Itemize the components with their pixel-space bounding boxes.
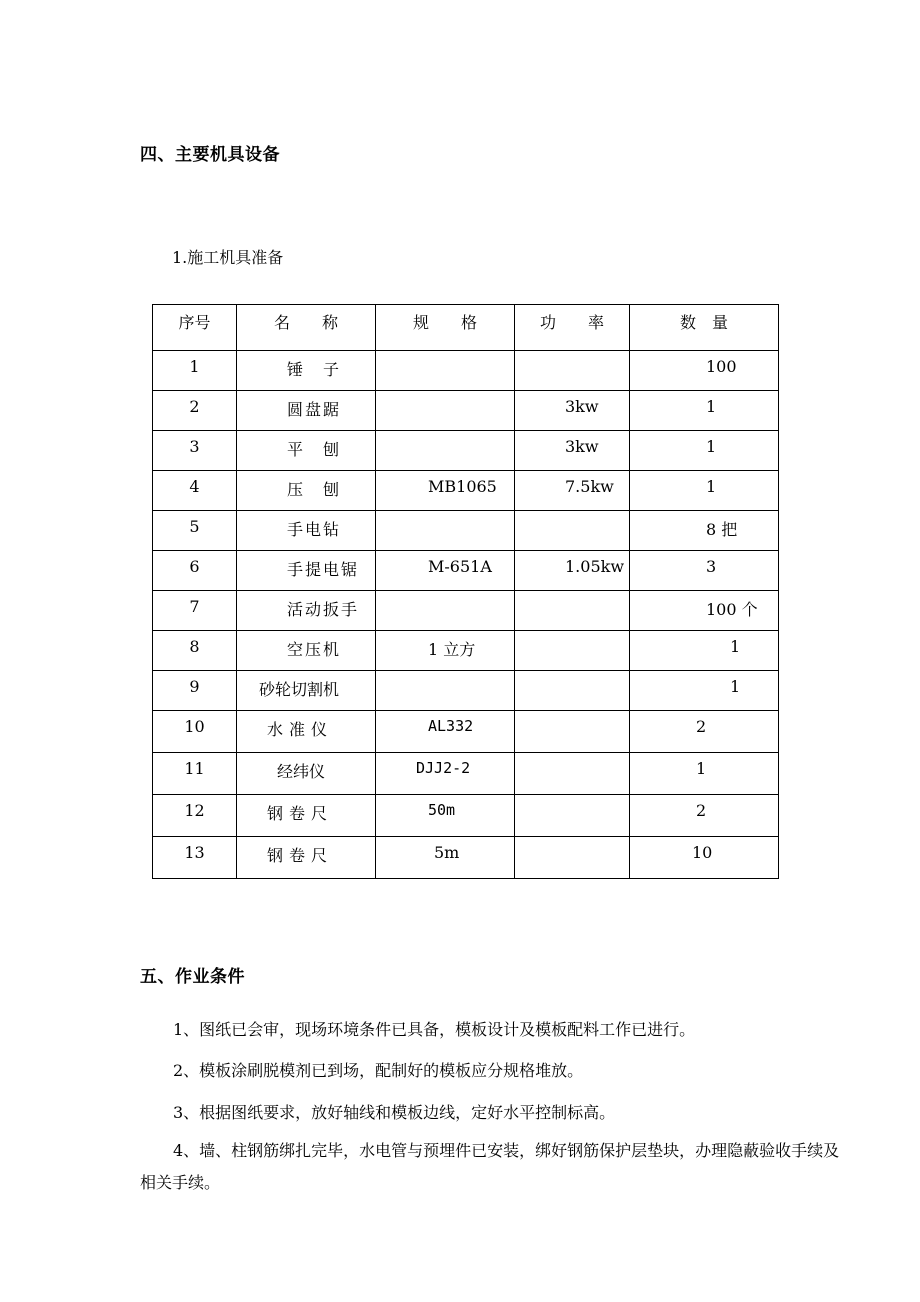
cell-index: 2: [153, 391, 237, 431]
condition-item-2: 2、模板涂刷脱模剂已到场，配制好的模板应分规格堆放。: [173, 1061, 584, 1080]
table-row: [153, 795, 779, 837]
cell-power: 3kw: [515, 431, 630, 471]
header-index: 序号: [153, 305, 237, 351]
table-row: [153, 711, 779, 753]
subsection-heading: 1.施工机具准备: [172, 248, 284, 267]
cell-name: 压 刨: [237, 471, 376, 511]
cell-power: 3kw: [515, 391, 630, 431]
cell-power: [515, 671, 630, 711]
cell-quantity: 1: [630, 631, 779, 671]
cell-name: 经纬仪: [237, 753, 376, 795]
cell-quantity: 2: [630, 711, 779, 753]
condition-item-4: 4、墙、柱钢筋绑扎完毕，水电管与预埋件已安装，绑好钢筋保护层垫块，办理隐蔽验收手续及相关手续。: [140, 1141, 840, 1192]
cell-index: 5: [153, 511, 237, 551]
cell-index: 8: [153, 631, 237, 671]
cell-power: [515, 795, 630, 837]
condition-item-3: 3、根据图纸要求，放好轴线和模板边线，定好水平控制标高。: [173, 1103, 616, 1122]
cell-quantity: 1: [630, 431, 779, 471]
cell-name: 水准仪: [237, 711, 376, 753]
cell-quantity: 2: [630, 795, 779, 837]
cell-index: 10: [153, 711, 237, 753]
cell-spec: [376, 671, 515, 711]
table-row: [153, 431, 779, 471]
cell-name: 手电钻: [237, 511, 376, 551]
cell-power: [515, 753, 630, 795]
cell-name: 手提电锯: [237, 551, 376, 591]
table-row: [153, 471, 779, 511]
cell-spec: [376, 591, 515, 631]
cell-index: 13: [153, 837, 237, 879]
table-row: [153, 551, 779, 591]
cell-quantity: 10: [630, 837, 779, 879]
cell-quantity: 100 个: [630, 591, 779, 631]
cell-power: [515, 351, 630, 391]
cell-power: [515, 631, 630, 671]
equipment-table: [152, 304, 779, 879]
cell-power: [515, 591, 630, 631]
table-row: [153, 591, 779, 631]
table-row: [153, 631, 779, 671]
cell-power: [515, 837, 630, 879]
cell-spec: M-651A: [376, 551, 515, 591]
cell-index: 11: [153, 753, 237, 795]
cell-name: 锤 子: [237, 351, 376, 391]
header-spec: 规 格: [376, 305, 515, 351]
cell-spec: [376, 351, 515, 391]
cell-power: 7.5kw: [515, 471, 630, 511]
cell-index: 9: [153, 671, 237, 711]
cell-index: 7: [153, 591, 237, 631]
table-row: [153, 753, 779, 795]
cell-quantity: 1: [630, 671, 779, 711]
cell-index: 3: [153, 431, 237, 471]
header-power: 功 率: [515, 305, 630, 351]
cell-name: 圆盘踞: [237, 391, 376, 431]
cell-power: [515, 511, 630, 551]
cell-name: 钢卷尺: [237, 795, 376, 837]
cell-quantity: 1: [630, 391, 779, 431]
cell-quantity: 3: [630, 551, 779, 591]
cell-name: 钢卷尺: [237, 837, 376, 879]
cell-quantity: 100: [630, 351, 779, 391]
table-row: [153, 837, 779, 879]
cell-quantity: 1: [630, 471, 779, 511]
cell-index: 12: [153, 795, 237, 837]
cell-name: 活动扳手: [237, 591, 376, 631]
table-header-row: [153, 305, 779, 351]
section-5-heading: 五、作业条件: [140, 967, 245, 987]
cell-index: 1: [153, 351, 237, 391]
cell-index: 4: [153, 471, 237, 511]
cell-quantity: 1: [630, 753, 779, 795]
cell-spec: [376, 511, 515, 551]
condition-item-1: 1、图纸已会审，现场环境条件已具备，模板设计及模板配料工作已进行。: [173, 1020, 696, 1039]
cell-spec: 5m: [376, 837, 515, 879]
cell-spec: 1 立方: [376, 631, 515, 671]
header-name: 名 称: [237, 305, 376, 351]
cell-quantity: 8 把: [630, 511, 779, 551]
cell-index: 6: [153, 551, 237, 591]
table-row: [153, 671, 779, 711]
cell-spec: [376, 391, 515, 431]
table-row: [153, 391, 779, 431]
cell-power: 1.05kw: [515, 551, 630, 591]
cell-spec: AL332: [376, 711, 515, 753]
section-4-heading: 四、主要机具设备: [140, 145, 280, 165]
cell-spec: 50m: [376, 795, 515, 837]
cell-spec: [376, 431, 515, 471]
cell-name: 空压机: [237, 631, 376, 671]
table-row: [153, 351, 779, 391]
table-row: [153, 511, 779, 551]
cell-name: 砂轮切割机: [237, 671, 376, 711]
cell-power: [515, 711, 630, 753]
cell-name: 平 刨: [237, 431, 376, 471]
cell-spec: DJJ2-2: [376, 753, 515, 795]
cell-spec: MB1065: [376, 471, 515, 511]
header-quantity: 数 量: [630, 305, 779, 351]
